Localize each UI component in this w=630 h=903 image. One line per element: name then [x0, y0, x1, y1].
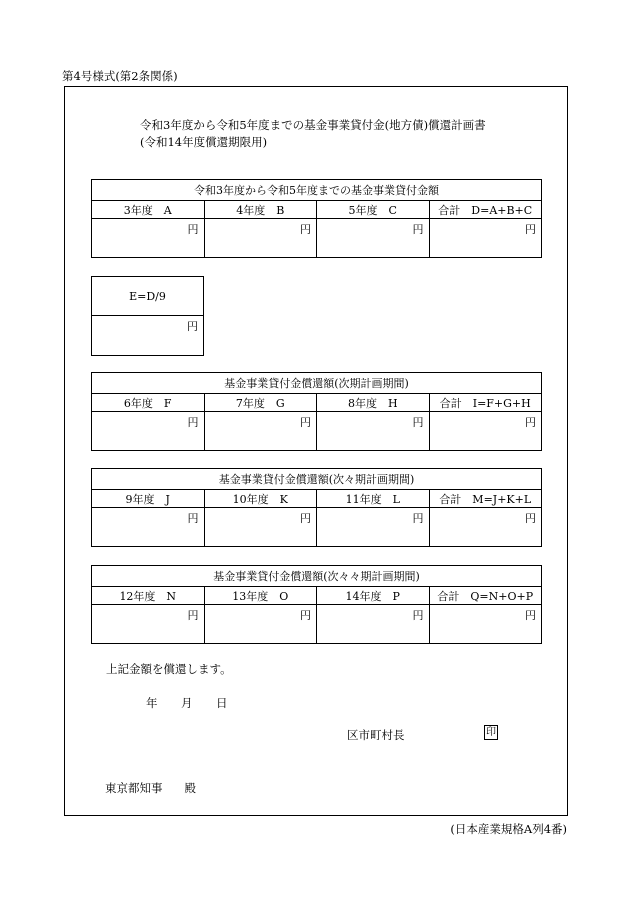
loan-amount-c[interactable]	[317, 219, 430, 258]
addressee-name: 東京都知事	[105, 781, 163, 795]
yen-label: 円	[300, 609, 311, 622]
loan-amount-table	[91, 179, 542, 258]
form-number: 第4号様式(第2条関係)	[62, 69, 178, 83]
paper-size-note: (日本産業規格A列4番)	[450, 822, 567, 836]
yen-label: 円	[187, 609, 199, 622]
repayment-table-next	[91, 372, 542, 451]
mayor-label: 区市町村長	[347, 728, 405, 742]
repayment-header-f: 6年度 F	[92, 394, 205, 412]
e-box-label: E=D/9	[92, 277, 204, 316]
repayment-amount-f[interactable]	[92, 412, 205, 451]
repayment-amount-j[interactable]	[92, 508, 205, 547]
repayment-amount-q[interactable]	[429, 605, 542, 644]
loan-header-d: 合計 D=A+B+C	[429, 201, 542, 219]
repayment-amount-h[interactable]	[317, 412, 430, 451]
repayment-header-h: 8年度 H	[317, 394, 430, 412]
yen-label: 円	[300, 223, 311, 236]
repayment-header-l: 11年度 L	[317, 490, 430, 508]
yen-label: 円	[187, 320, 198, 333]
yen-label: 円	[300, 512, 311, 525]
repayment-header-o: 13年度 O	[204, 587, 317, 605]
repayment-table-caption: 基金事業貸付金償還額(次々期計画期間)	[92, 469, 542, 490]
yen-label: 円	[525, 223, 536, 236]
addressee-honorific: 殿	[184, 781, 196, 795]
yen-label: 円	[525, 609, 536, 622]
repayment-header-i: 合計 I=F+G+H	[429, 394, 542, 412]
repayment-header-m: 合計 M=J+K+L	[429, 490, 542, 508]
yen-label: 円	[412, 416, 424, 429]
loan-amount-a[interactable]	[92, 219, 205, 258]
yen-label: 円	[412, 223, 424, 236]
loan-table-caption: 令和3年度から令和5年度までの基金事業貸付金額	[92, 180, 542, 201]
repayment-statement: 上記金額を償還します。	[106, 662, 232, 676]
repayment-header-p: 14年度 P	[317, 587, 430, 605]
yen-label: 円	[412, 609, 424, 622]
yen-label: 円	[187, 223, 199, 236]
yen-label: 円	[187, 512, 199, 525]
repayment-amount-k[interactable]	[204, 508, 317, 547]
repayment-amount-o[interactable]	[204, 605, 317, 644]
loan-header-b: 4年度 B	[204, 201, 317, 219]
repayment-table-after-next	[91, 468, 542, 547]
seal-mark: 印	[486, 727, 496, 738]
repayment-header-q: 合計 Q=N+O+P	[429, 587, 542, 605]
repayment-amount-p[interactable]	[317, 605, 430, 644]
loan-header-a: 3年度 A	[92, 201, 205, 219]
repayment-header-j: 9年度 J	[92, 490, 205, 508]
yen-label: 円	[525, 512, 536, 525]
date-month-label: 月	[181, 696, 193, 710]
repayment-table-third	[91, 565, 542, 644]
yen-label: 円	[412, 512, 424, 525]
loan-amount-b[interactable]	[204, 219, 317, 258]
document-title	[140, 117, 486, 151]
repayment-amount-i[interactable]	[429, 412, 542, 451]
e-box	[91, 276, 204, 356]
repayment-header-k: 10年度 K	[204, 490, 317, 508]
date-year-label: 年	[146, 696, 158, 710]
repayment-header-n: 12年度 N	[92, 587, 205, 605]
repayment-header-g: 7年度 G	[204, 394, 317, 412]
e-box-amount[interactable]	[92, 316, 204, 356]
title-line-2: (令和14年度償還期限用)	[140, 135, 268, 149]
repayment-amount-n[interactable]	[92, 605, 205, 644]
date-day-label: 日	[216, 696, 228, 710]
loan-header-c: 5年度 C	[317, 201, 430, 219]
yen-label: 円	[525, 416, 536, 429]
repayment-table-caption: 基金事業貸付金償還額(次々々期計画期間)	[92, 566, 542, 587]
repayment-amount-m[interactable]	[429, 508, 542, 547]
addressee	[105, 780, 196, 796]
title-line-1: 令和3年度から令和5年度までの基金事業貸付金(地方債)償還計画書	[140, 118, 486, 132]
loan-amount-d[interactable]	[429, 219, 542, 258]
repayment-amount-l[interactable]	[317, 508, 430, 547]
repayment-amount-g[interactable]	[204, 412, 317, 451]
yen-label: 円	[300, 416, 311, 429]
yen-label: 円	[187, 416, 199, 429]
repayment-table-caption: 基金事業貸付金償還額(次期計画期間)	[92, 373, 542, 394]
